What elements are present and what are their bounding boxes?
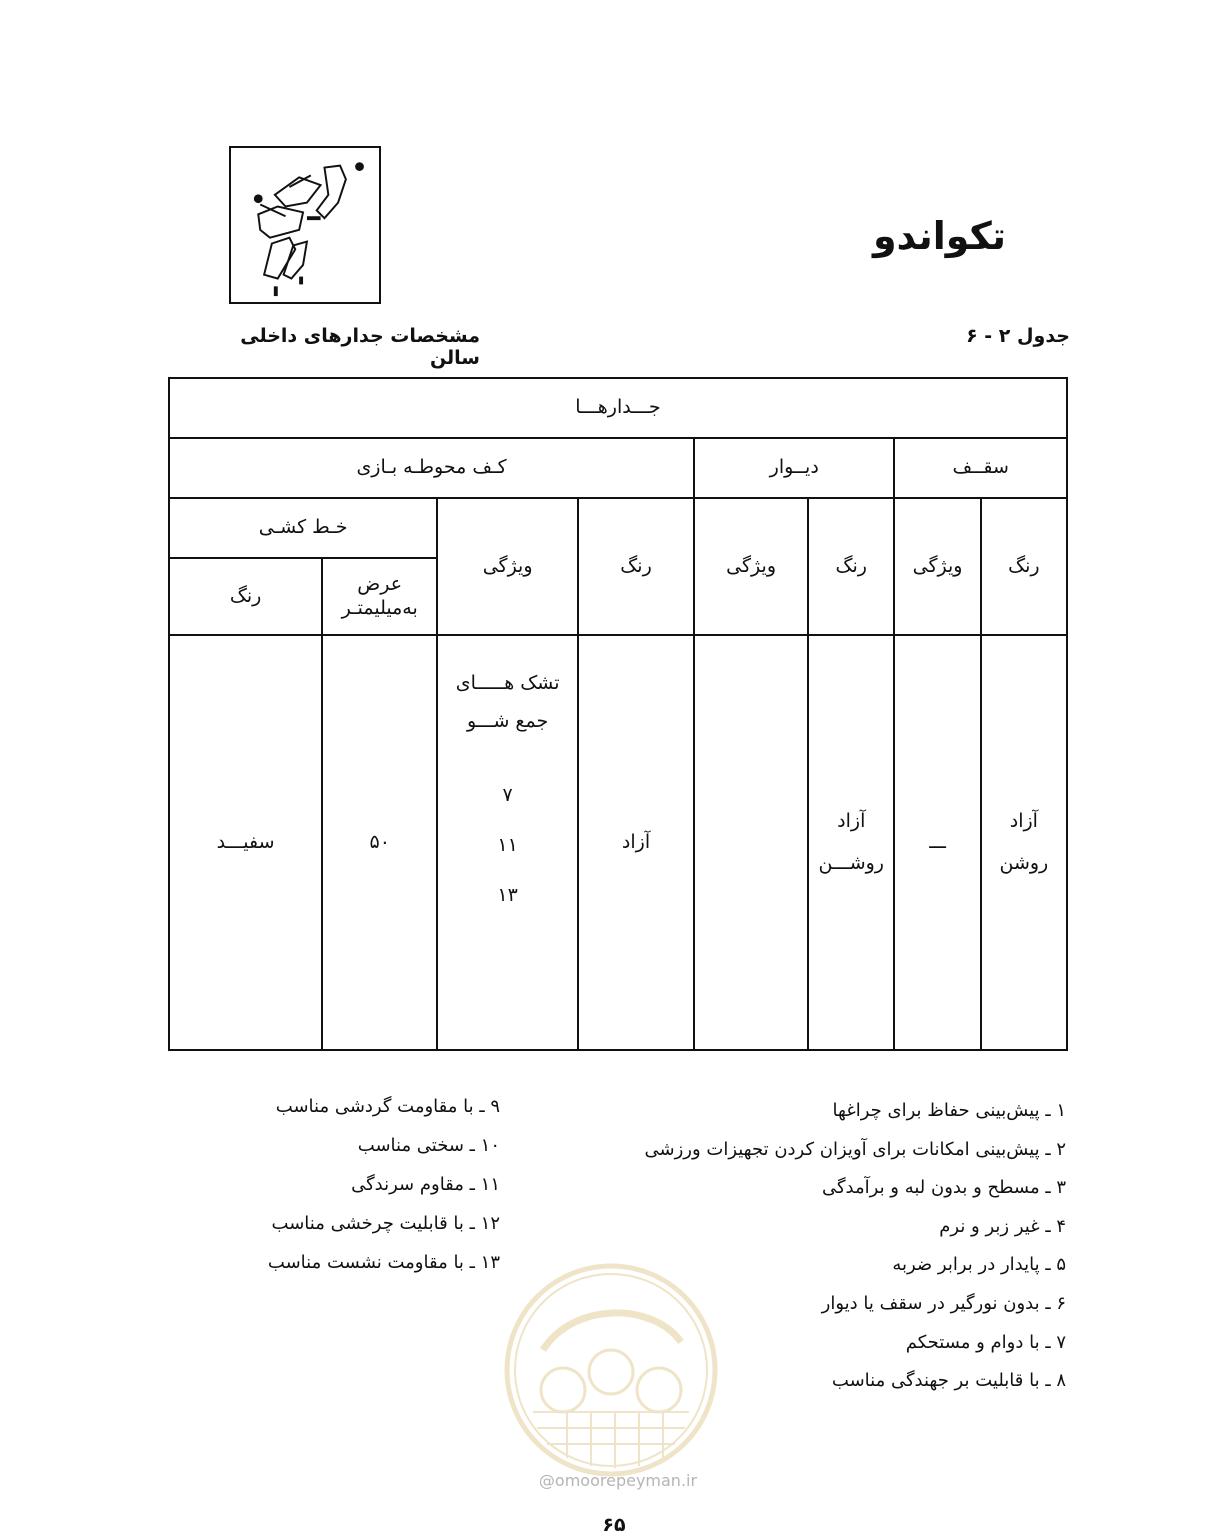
page-number: ۶۵: [602, 1514, 626, 1536]
wall-color-value-line1: آزاد: [837, 809, 866, 832]
note-item: ۵ ـ پایدار در برابر ضربه: [892, 1254, 1066, 1276]
floor-feature-spacer: [438, 740, 577, 770]
note-item: ۱۳ ـ با مقاومت نشست مناسب: [267, 1252, 500, 1273]
floor-feature-value: [437, 635, 578, 1050]
ceiling-color-value: [981, 635, 1067, 1050]
wall-feature-header: ویژگی: [694, 498, 808, 635]
floor-color-header: رنگ: [578, 498, 694, 635]
note-item: ۷ ـ با دوام و مستحکم: [905, 1331, 1066, 1353]
floor-feature-text-line2: جمع شـــو: [466, 710, 549, 732]
floor-feature-number-2: ۱۱: [497, 834, 518, 856]
marking-color-header: رنگ: [169, 558, 322, 635]
ceiling-color-header: رنگ: [981, 498, 1067, 635]
floor-feature-number-3: ۱۳: [497, 884, 518, 906]
marking-width-header-line2: به‌میلیمتـر: [341, 596, 418, 619]
taekwondo-pictogram: [229, 146, 381, 304]
wall-feature-value: [694, 635, 808, 1050]
wall-specifications-table: [168, 377, 1068, 1051]
floor-marking-header: خـط کشـی: [169, 498, 437, 558]
note-item: ۴ ـ غیر زبر و نرم: [939, 1215, 1066, 1237]
floor-feature-header: ویژگی: [437, 498, 578, 635]
table-caption: مشخصات جدارهای داخلی سالن: [240, 325, 480, 369]
marking-width-header: [322, 558, 437, 635]
note-item: ۳ ـ مسطح و بدون لبه و برآمدگی: [821, 1177, 1066, 1199]
table-number-label: جدول ۲ - ۶: [966, 325, 1070, 347]
ceiling-color-value-line2: روشن: [999, 851, 1049, 874]
header-wall: دیــوار: [694, 438, 894, 498]
taekwondo-pictogram-icon: [231, 148, 379, 302]
note-item: ۶ ـ بدون نورگیر در سقف یا دیوار: [821, 1292, 1066, 1314]
note-item: ۱۲ ـ با قابلیت چرخشی مناسب: [271, 1213, 500, 1234]
note-item: ۹ ـ با مقاومت گردشی مناسب: [275, 1096, 500, 1117]
ceiling-feature-value: ـــ: [894, 635, 980, 1050]
header-ceiling: سقــف: [894, 438, 1067, 498]
table-main-header: جـــدارهـــا: [169, 378, 1067, 438]
floor-color-value: آزاد: [578, 635, 694, 1050]
marking-width-header-line1: عرض: [357, 572, 403, 595]
floor-feature-number-1: ۷: [502, 784, 513, 806]
header-floor: کـف محوطـه بـازی: [169, 438, 694, 498]
ceiling-color-value-line1: آزاد: [1009, 809, 1038, 832]
notes-list-left: [200, 1087, 500, 1282]
marking-width-value: ۵۰: [322, 635, 437, 1050]
note-item: ۱ ـ پیش‌بینی حفاظ برای چراغها: [832, 1100, 1066, 1121]
omoorepeyman-seal-icon: [503, 1262, 719, 1478]
wall-color-value-line2: روشـــن: [818, 851, 884, 874]
wall-color-value: [808, 635, 894, 1050]
note-item: ۱۰ ـ سختی مناسب: [357, 1135, 500, 1156]
floor-feature-text-line1: تشک هـــــای: [455, 672, 560, 694]
watermark-logo: [503, 1262, 719, 1478]
note-item: ۱۱ ـ مقاوم سرندگی: [351, 1174, 500, 1195]
note-item: ۸ ـ با قابلیت بر جهندگی مناسب: [831, 1370, 1066, 1392]
marking-color-value: سفیـــد: [169, 635, 322, 1050]
wall-color-header: رنگ: [808, 498, 894, 635]
ceiling-feature-header: ویژگی: [894, 498, 980, 635]
note-item: ۲ ـ پیش‌بینی امکانات برای آویزان کردن تجهیزات ورزشی: [644, 1138, 1066, 1160]
document-title: تکواندو: [872, 214, 1006, 258]
watermark-text: @omoorepeyman.ir: [538, 1471, 698, 1490]
